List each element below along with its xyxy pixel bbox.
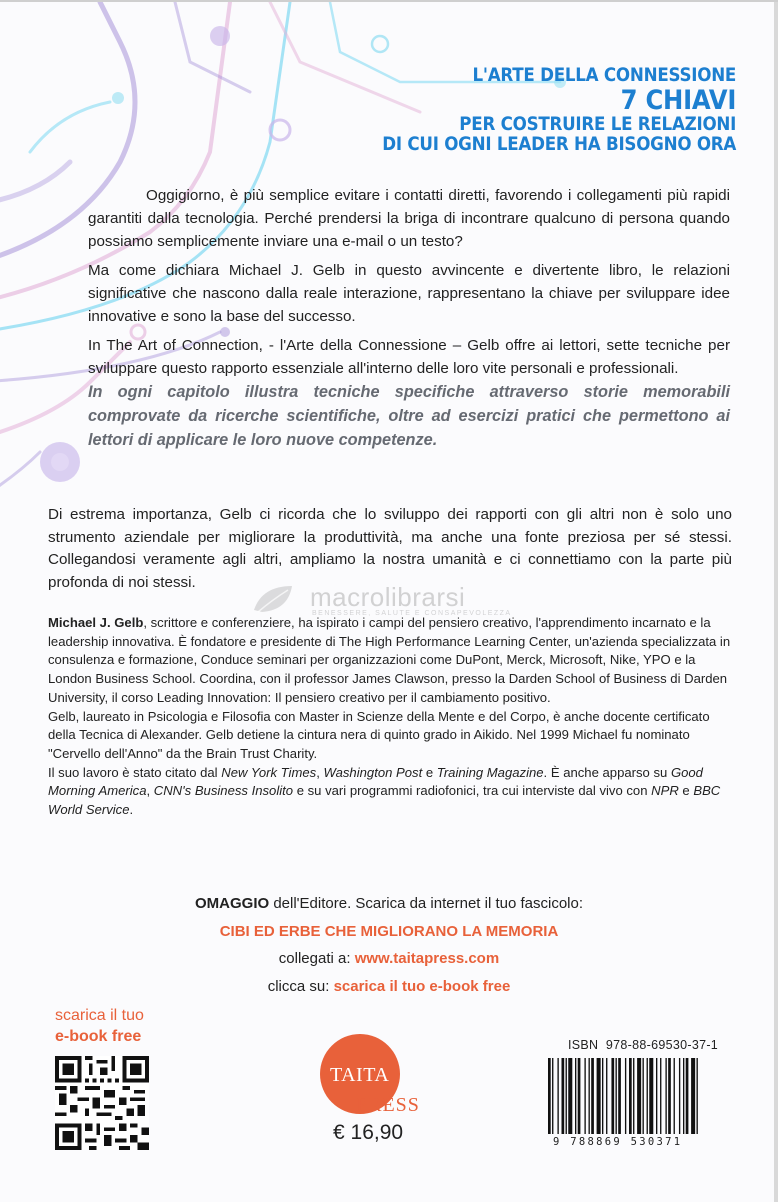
publisher-logo-word-1: TAITA	[330, 1064, 390, 1086]
barcode-bar	[674, 1058, 675, 1134]
barcode-bar	[562, 1058, 565, 1134]
bio-media-tm: Training Magazine	[436, 764, 544, 780]
bio-paragraph-2: Gelb, laureato in Psicologia e Filosofia con Master in Scienze della Mente e del Corpo, è anche docente certificato della Tecnica di Alexander. Gelb detiene la cintura nera di quinto grado in Aikido. Nel 1999 Michael fu nominato "Cervello dell'Anno" da the Brain Trust Charity.	[48, 708, 710, 761]
barcode-bar	[649, 1058, 653, 1134]
bio-paragraph-3	[48, 764, 738, 820]
heading-title: L'ARTE DELLA CONNESSIONE	[472, 64, 736, 86]
barcode-bar	[660, 1058, 661, 1134]
promo-ebook-title: CIBI ED ERBE CHE MIGLIORANO LA MEMORIA	[219, 922, 559, 940]
author-bio	[48, 614, 738, 820]
barcode-bar	[625, 1058, 626, 1134]
barcode-bar	[665, 1058, 666, 1134]
barcode-bar	[606, 1058, 607, 1134]
barcode-bar	[602, 1058, 603, 1134]
promo-gift-label: OMAGGIO	[194, 895, 270, 912]
qr-label-line-2: e-book free	[55, 1028, 142, 1045]
intro-paragraph-3: In The Art of Connection, - l'Arte della Connessione – Gelb offre ai lettori, sette tecniche per sviluppare questo rapporto essenziale all'interno delle loro vite personali e professionali.	[88, 337, 730, 377]
bio-paragraph-1-text: , scrittore e conferenziere, ha ispirato i campi del pensiero creativo, l'apprendimento incarnato e la leadership innovativa. È fondatore e presidente di The High Performance Learning Center, un'azienda specializzata in consulenza e formazione, Conduce seminari per organizzazioni come DuPont, Merck, Microsoft, Nike, YPO e la London Business School. Coordina, con il professor James Clawson, presso la Darden School of Business di Darden University, il corso Leading Innovation: Il pensiero creativo per il cambiamento positivo.	[48, 615, 731, 705]
barcode-bar	[643, 1058, 644, 1134]
heading-subtitle-line2: DI CUI OGNI LEADER HA BISOGNO ORA	[382, 133, 736, 155]
barcode-bar	[679, 1058, 680, 1134]
isbn-label	[568, 1038, 718, 1052]
qr-code[interactable]	[55, 1056, 149, 1150]
bio-text: e	[678, 783, 694, 799]
barcode-bar	[647, 1058, 648, 1134]
barcode	[548, 1058, 738, 1134]
author-name: Michael J. Gelb	[48, 615, 144, 630]
bio-text: e su vari programmi radiofonici, tra cui interviste dal vivo con	[293, 783, 652, 799]
highlight-quote: In ogni capitolo illustra tecniche specifiche attraverso storie memorabili comprovate da ricerche scientifiche, oltre ad esercizi pratici che permettono ai lettori di applicare le loro nuove competenze.	[88, 383, 730, 449]
bio-text: ,	[146, 783, 154, 799]
barcode-bar	[566, 1058, 567, 1134]
book-heading	[334, 66, 736, 154]
barcode-digits: 9 788869 530371	[553, 1136, 683, 1148]
promo-line-3	[0, 945, 778, 973]
barcode-bar	[568, 1058, 572, 1134]
barcode-bar	[548, 1058, 551, 1134]
barcode-bar	[618, 1058, 621, 1134]
publisher-website-link[interactable]: www.taitapress.com	[354, 950, 500, 967]
bio-media-cnn: CNN's Business Insolito	[153, 783, 294, 799]
download-ebook-link[interactable]: scarica il tuo e-book free	[333, 977, 511, 995]
promo-line-1-text: dell'Editore. Scarica da internet il tuo fascicolo:	[269, 895, 584, 912]
promo-click-label: clicca su:	[267, 977, 334, 995]
barcode-bar	[584, 1058, 585, 1134]
promo-block	[0, 890, 778, 1000]
bio-text: ,	[316, 764, 324, 780]
barcode-bar	[616, 1058, 617, 1134]
isbn-number: 978-88-69530-37-1	[605, 1038, 719, 1052]
bio-media-bbc: BBC World Service	[48, 783, 721, 818]
bio-text: Il suo lavoro è stato citato dal	[48, 764, 222, 780]
barcode-bar	[656, 1058, 657, 1134]
bio-text: .	[129, 802, 134, 818]
bio-paragraph-1	[48, 614, 738, 708]
barcode-bar	[589, 1058, 590, 1134]
barcode-bar	[557, 1058, 558, 1134]
bio-media-nyt: New York Times	[221, 764, 317, 780]
watermark-logo: macrolibrarsi	[310, 582, 466, 612]
barcode-bar	[697, 1058, 698, 1134]
barcode-bar	[637, 1058, 641, 1134]
promo-line-4	[0, 973, 778, 1001]
heading-seven-keys: 7 CHIAVI	[620, 85, 736, 116]
body-paragraph: Di estrema importanza, Gelb ci ricorda che lo sviluppo dei rapporti con gli altri non è solo uno strumento aziendale per migliorare la produttività, ma anche una fonte preziosa per sé stessi. Collegandosi veramente agli altri, ampliamo la nostra umanità e ci connettiamo con la parte più profonda di noi stessi.	[48, 506, 732, 591]
barcode-bar	[575, 1058, 576, 1134]
watermark-tagline: BENESSERE, SALUTE E CONSAPEVOLEZZA	[312, 610, 512, 617]
barcode-bar	[597, 1058, 601, 1134]
intro-text	[88, 184, 730, 386]
barcode-bar	[668, 1058, 671, 1134]
intro-paragraph-1: Oggigiorno, è più semplice evitare i contatti diretti, favorendo i collegamenti più rapidi garantiti dalla tecnologia. Perché prendersi la briga di incontrare qualcuno di persona quando possiamo semplicemente inviare una e-mail o un testo?	[88, 187, 730, 250]
isbn-prefix: ISBN	[568, 1038, 599, 1052]
bio-text: e	[422, 764, 437, 780]
bio-media-wp: Washington Post	[323, 764, 423, 780]
barcode-bar	[552, 1058, 553, 1134]
barcode-bar	[611, 1058, 614, 1134]
promo-link-label: collegati a:	[278, 950, 355, 967]
barcode-bar	[691, 1058, 695, 1134]
barcode-bar	[686, 1058, 689, 1134]
price: € 16,90	[333, 1121, 404, 1144]
intro-paragraph-2: Ma come dichiara Michael J. Gelb in questo avvincente e divertente libro, le relazioni significative che nascono dalla reale interazione, rappresentano la chiave per sviluppare idee innovative e sono la base del successo.	[88, 262, 730, 325]
bio-media-npr: NPR	[651, 783, 679, 799]
promo-line-1	[0, 890, 778, 918]
qr-label-line-1: scarica il tuo	[55, 1007, 144, 1024]
bio-media-gma: Good Morning America	[48, 764, 703, 799]
qr-label	[55, 1005, 144, 1047]
barcode-bar	[591, 1058, 594, 1134]
barcode-bar	[633, 1058, 634, 1134]
bio-text: . È anche apparso su	[543, 764, 671, 780]
barcode-bar	[683, 1058, 684, 1134]
publisher-logo-word-2: PRESS	[356, 1094, 420, 1116]
barcode-bar	[578, 1058, 581, 1134]
barcode-bar	[629, 1058, 632, 1134]
heading-subtitle-line1: PER COSTRUIRE LE RELAZIONI	[459, 113, 736, 135]
